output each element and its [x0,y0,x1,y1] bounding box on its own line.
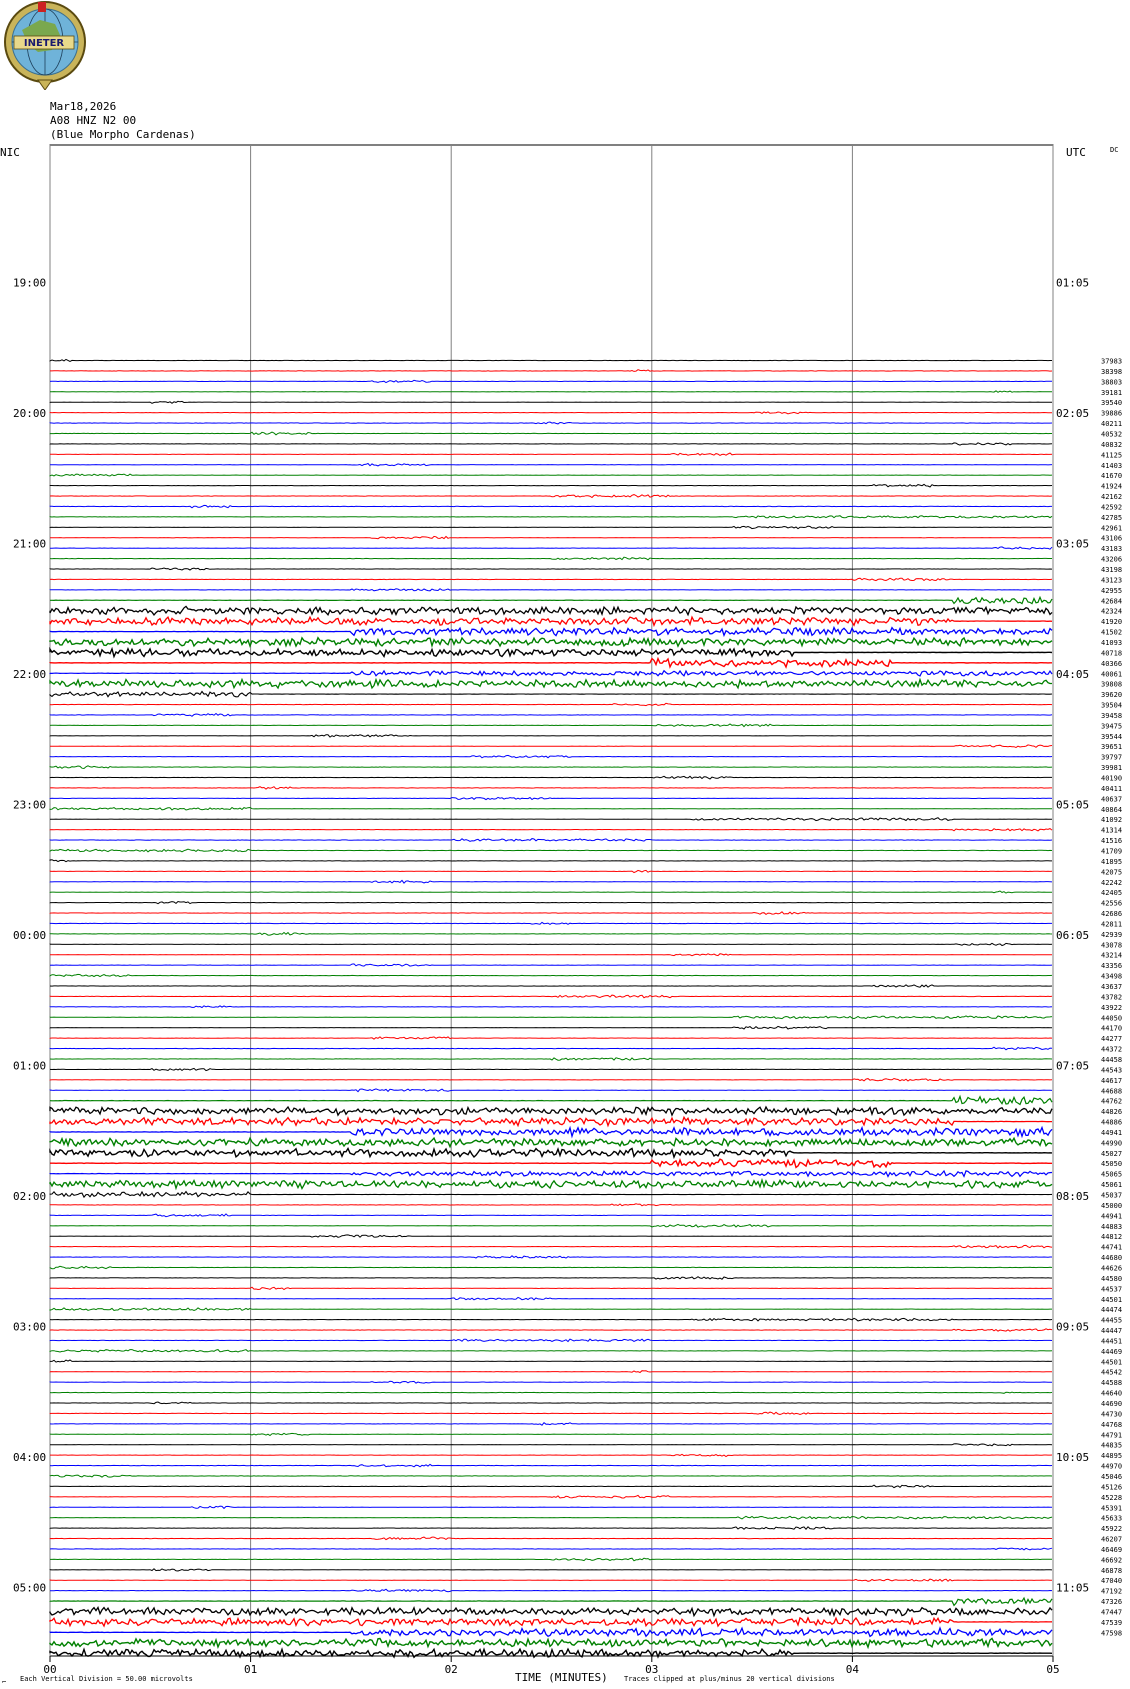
seismic-trace [50,1423,1052,1426]
right-hour-label: 11:05 [1056,1581,1090,1595]
dc-offset-label: 44277 [1101,1035,1123,1044]
dc-offset-label: 42684 [1101,597,1123,606]
scale-note: Each Vertical Division = 50.00 microvolts [20,1675,193,1683]
seismic-trace [50,1287,1052,1289]
seismic-trace [50,380,1052,382]
dc-offset-label: 42811 [1101,920,1123,929]
x-tick-label: 01 [243,1663,258,1676]
x-tick-label: 04 [845,1663,860,1676]
dc-offset-label: 45050 [1101,1160,1123,1169]
x-tick-label: 05 [1046,1663,1060,1676]
seismic-trace [50,1371,1052,1373]
seismic-trace [50,680,1052,689]
seismic-trace [50,1058,1052,1060]
dc-offset-label: 38398 [1101,367,1123,376]
dc-offset-label: 43198 [1101,566,1123,574]
seismic-trace [50,443,1052,445]
dc-offset-label: 42686 [1101,910,1123,919]
seismic-trace [50,714,1052,717]
seismic-trace [50,505,1052,507]
dc-offset-label: 39540 [1101,399,1123,408]
dc-offset-label: 45126 [1101,1483,1123,1492]
seismic-trace [50,1224,1052,1227]
dc-offset-label: 44458 [1101,1055,1123,1064]
dc-offset-label: 41125 [1101,451,1123,460]
dc-offset-label: 47192 [1101,1587,1123,1596]
dc-offset-label: 40366 [1101,659,1123,668]
dc-offset-label: 40211 [1101,420,1123,429]
seismic-trace [50,1569,1052,1571]
right-hour-label: 09:05 [1056,1320,1090,1334]
seismic-trace [50,912,1052,915]
right-hour-label: 04:05 [1056,668,1090,682]
seismic-trace [50,1350,1052,1352]
seismic-trace [50,1138,1052,1147]
dc-offset-label: 41403 [1101,461,1123,470]
seismic-trace [50,1579,1052,1581]
seismic-trace [50,1618,1052,1626]
dc-offset-label: 47326 [1101,1598,1123,1607]
dc-offset-label: 39620 [1101,691,1123,700]
seismic-trace [50,724,1052,727]
seismic-trace [50,943,1052,945]
seismic-trace [50,1412,1052,1414]
dc-offset-label: 47447 [1101,1608,1123,1617]
seismic-trace [50,1381,1052,1383]
seismic-trace [50,974,1052,976]
right-hour-label: 03:05 [1056,537,1090,551]
dc-offset-label: 40718 [1101,649,1123,658]
dc-offset-label: 39886 [1101,409,1123,418]
x-tick-label: 03 [645,1663,659,1676]
dc-offset-label: 37983 [1101,357,1123,366]
seismic-trace [50,870,1052,872]
dc-offset-label: 40864 [1101,805,1123,814]
dc-offset-label: 44617 [1101,1076,1123,1085]
seismic-trace [50,1548,1052,1550]
seismic-trace [50,412,1052,414]
seismic-trace [50,1006,1052,1008]
dc-offset-label: 42242 [1101,878,1123,887]
dc-offset-label: 39808 [1101,680,1123,689]
seismic-trace [50,401,1052,403]
seismic-trace [50,1485,1052,1488]
dc-header-label: DC [1110,146,1119,154]
dc-offset-label: 38803 [1101,378,1123,387]
seismic-trace [50,638,1052,646]
seismic-trace [50,1339,1052,1341]
dc-offset-label: 43782 [1101,993,1123,1002]
dc-offset-label: 44542 [1101,1368,1123,1377]
dc-offset-label: 44170 [1101,1024,1123,1033]
seismic-trace [50,1235,1052,1237]
seismic-trace [50,1537,1052,1540]
dc-offset-label: 43106 [1101,534,1123,543]
dc-offset-label: 42405 [1101,889,1123,898]
seismic-trace [50,464,1052,466]
seismic-trace [50,1598,1052,1605]
dc-offset-label: 44990 [1101,1139,1123,1148]
seismic-trace [50,1037,1052,1039]
dc-offset-label: 42939 [1101,930,1123,939]
dc-offset-label: 47539 [1101,1618,1123,1627]
dc-offset-label: 43637 [1101,983,1123,991]
dc-offset-label: 44501 [1101,1295,1123,1304]
seismic-trace [50,1149,1052,1158]
dc-offset-label: 40411 [1101,784,1123,793]
dc-offset-label: 44455 [1101,1316,1123,1325]
seismic-trace [50,1360,1052,1362]
seismic-trace [50,1608,1052,1616]
clip-note: Traces clipped at plus/minus 20 vertical divisions [624,1675,835,1683]
dc-offset-label: 40061 [1101,670,1123,679]
seismic-trace [50,1318,1052,1321]
dc-offset-label: 42955 [1101,586,1123,595]
seismic-trace [50,1329,1052,1331]
seismic-trace [50,933,1052,936]
seismic-trace [50,557,1052,560]
dc-offset-label: 42592 [1101,503,1123,512]
seismic-trace [50,606,1052,615]
dc-offset-label: 44688 [1101,1087,1123,1096]
dc-offset-label: 44941 [1101,1128,1123,1137]
seismic-trace [50,474,1052,476]
dc-offset-label: 45000 [1101,1201,1123,1210]
dc-offset-label: 47040 [1101,1577,1123,1586]
dc-offset-label: 44680 [1101,1254,1123,1263]
dc-offset-label: 44588 [1101,1379,1123,1388]
corner-mark: ⌐ [2,1678,7,1686]
trace-rows [50,359,1052,1657]
dc-offset-label: 44626 [1101,1264,1123,1273]
dc-offset-label: 44895 [1101,1452,1123,1461]
seismic-trace [50,1475,1052,1477]
dc-offset-label: 39181 [1101,388,1123,397]
seismic-trace [50,1047,1052,1050]
dc-offset-label: 43123 [1101,576,1123,585]
dc-offset-label: 44543 [1101,1066,1123,1075]
right-hour-label: 07:05 [1056,1059,1090,1073]
left-hour-label: 20:00 [13,407,47,421]
seismic-trace [50,692,1052,697]
seismic-trace [50,649,1052,657]
dc-offset-label: 44474 [1101,1306,1123,1315]
seismic-trace [50,891,1052,893]
dc-offset-label: 42324 [1101,607,1123,616]
right-hour-label: 05:05 [1056,798,1090,812]
dc-offset-label: 42961 [1101,524,1123,533]
dc-offset-label: 46878 [1101,1566,1123,1575]
dc-offset-label: 44447 [1101,1327,1123,1336]
seismic-trace [50,1256,1052,1258]
left-hour-label: 02:00 [13,1190,47,1204]
dc-offset-label: 44451 [1101,1337,1123,1346]
dc-offset-label: 43078 [1101,941,1123,950]
seismic-trace [50,671,1052,676]
station-label: A08 HNZ N2 00 [50,114,137,127]
dc-offset-label: 44730 [1101,1410,1123,1419]
seismic-trace [50,1392,1052,1393]
dc-offset-label: 42556 [1101,899,1123,908]
left-hour-label: 01:00 [13,1059,47,1073]
dc-offset-label: 45061 [1101,1181,1123,1190]
seismic-trace [50,766,1052,769]
dc-offset-label: 40637 [1101,795,1123,804]
right-hour-label: 01:05 [1056,276,1090,290]
seismic-trace [50,1308,1052,1311]
seismic-trace [50,1107,1052,1115]
seismic-trace [50,1180,1052,1188]
seismic-trace [50,659,1052,667]
seismic-trace [50,516,1052,518]
seismic-trace [50,1589,1052,1592]
seismic-trace [50,495,1052,498]
seismic-trace [50,1117,1052,1125]
seismic-trace [50,849,1052,852]
dc-offset-label: 39651 [1101,743,1123,752]
dc-offset-label: 43498 [1101,972,1123,981]
seismic-trace [50,745,1052,748]
seismic-trace [50,1433,1052,1435]
seismic-trace [50,628,1052,636]
seismic-trace [50,484,1052,487]
dc-offset-label: 46207 [1101,1535,1123,1544]
seismic-trace [50,1628,1052,1636]
seismic-trace [50,1638,1052,1647]
left-hour-label: 04:00 [13,1451,47,1465]
right-hour-label: 06:05 [1056,929,1090,943]
dc-offset-label: 44372 [1101,1045,1123,1054]
dc-offset-label: 46469 [1101,1545,1123,1554]
seismic-trace [50,703,1052,705]
dc-offset-label: 40532 [1101,430,1123,439]
dc-offset-label: 44640 [1101,1389,1123,1398]
x-axis-title: TIME (MINUTES) [515,1671,608,1684]
dc-offset-label: 43214 [1101,951,1123,960]
seismic-trace [50,808,1052,811]
dc-offset-label: 45391 [1101,1504,1123,1513]
seismic-trace [50,526,1052,529]
dc-offset-label: 44469 [1101,1347,1123,1356]
seismic-trace [50,1079,1052,1082]
dc-offset-label: 45065 [1101,1170,1123,1179]
seismic-trace [50,829,1052,831]
left-hour-label: 00:00 [13,929,47,943]
dc-offset-label: 44690 [1101,1400,1123,1408]
left-hour-label: 05:00 [13,1581,47,1595]
seismic-trace [50,1444,1052,1446]
seismic-trace [50,1171,1052,1177]
dc-offset-label: 44768 [1101,1420,1123,1429]
seismic-trace [50,1454,1052,1456]
seismic-trace [50,964,1052,966]
dc-offset-label: 41895 [1101,857,1123,866]
dc-offset-label: 43356 [1101,962,1123,971]
seismic-trace [50,776,1052,779]
seismic-trace [50,547,1052,549]
left-hour-label: 21:00 [13,537,47,551]
dc-offset-label: 39981 [1101,764,1123,773]
dc-offset-label: 44741 [1101,1243,1123,1252]
dc-offset-label: 47598 [1101,1629,1123,1638]
right-hour-label: 02:05 [1056,407,1090,421]
dc-offset-label: 40190 [1101,774,1123,783]
dc-offset-label: 41502 [1101,628,1123,637]
dc-offset-label: 39544 [1101,732,1123,741]
seismic-trace [50,1068,1052,1070]
seismic-trace [50,1464,1052,1466]
x-tick-label: 02 [444,1663,458,1676]
seismic-trace [50,839,1052,842]
seismic-trace [50,818,1052,821]
right-hour-label: 08:05 [1056,1190,1090,1204]
dc-offset-label: 43206 [1101,555,1123,564]
dc-offset-label: 44835 [1101,1441,1123,1450]
dc-offset-label: 44580 [1101,1274,1123,1283]
seismic-trace [50,1016,1052,1019]
dc-offset-label: 44883 [1101,1222,1123,1231]
dc-offset-label: 44791 [1101,1431,1123,1440]
seismic-trace [50,1214,1052,1217]
seismic-trace [50,1558,1052,1561]
left-hour-label: 23:00 [13,798,47,812]
dc-offset-label: 41092 [1101,816,1123,825]
date-label: Mar18,2026 [50,100,117,113]
dc-offset-label: 45228 [1101,1493,1123,1502]
seismic-trace [50,1277,1052,1280]
right-hour-label: 10:05 [1056,1451,1090,1465]
dc-offset-label: 41670 [1101,472,1123,481]
dc-offset-label: 41924 [1101,482,1123,491]
dc-offset-label: 44501 [1101,1358,1123,1367]
svg-text:INETER: INETER [23,38,65,49]
seismic-trace [50,453,1052,455]
dc-offset-label: 45046 [1101,1472,1123,1481]
seismic-trace [50,1516,1052,1519]
seismic-trace [50,422,1052,424]
seismic-trace [50,954,1052,956]
seismic-trace [50,1527,1052,1529]
seismic-trace [50,597,1052,603]
site-label: (Blue Morpho Cardenas) [50,128,196,141]
seismic-trace [50,1297,1052,1299]
left-timezone-label: NIC [0,146,20,159]
dc-offset-label: 44537 [1101,1285,1123,1294]
dc-offset-label: 44812 [1101,1233,1123,1242]
x-tick-label: 00 [43,1663,57,1676]
seismic-trace [50,1266,1052,1268]
seismic-trace [50,1089,1052,1092]
seismic-trace [50,922,1052,924]
dc-offset-label: 45922 [1101,1525,1123,1534]
dc-offset-label: 42075 [1101,868,1123,877]
dc-offset-label: 41093 [1101,638,1123,647]
seismic-trace [50,359,1052,361]
seismic-trace [50,589,1052,591]
dc-offset-label: 43183 [1101,545,1123,554]
seismic-trace [50,1402,1052,1404]
dc-offset-label: 44826 [1101,1108,1123,1117]
seismic-trace [50,370,1052,372]
dc-offset-label: 41709 [1101,847,1123,856]
dc-offset-label: 41920 [1101,618,1123,627]
dc-offset-label: 39797 [1101,753,1123,762]
dc-offset-label: 42162 [1101,493,1123,502]
seismic-trace [50,1204,1052,1206]
seismic-trace [50,1506,1052,1508]
seismic-trace [50,1192,1052,1198]
seismic-trace [50,391,1052,392]
seismic-trace [50,1026,1052,1029]
dc-offset-label: 44886 [1101,1118,1123,1127]
dc-offset-label: 39504 [1101,701,1123,710]
seismic-trace [50,860,1052,862]
dc-offset-label: 43922 [1101,1003,1123,1012]
seismic-trace [50,578,1052,580]
seismic-trace [50,755,1052,757]
seismic-trace [50,536,1052,538]
dc-offset-label: 41314 [1101,826,1123,835]
left-hour-label: 03:00 [13,1320,47,1334]
dc-offset-label: 39458 [1101,711,1123,720]
seismic-trace [50,880,1052,883]
left-hour-label: 19:00 [13,276,47,290]
dc-offset-label: 45633 [1101,1514,1123,1523]
seismic-trace [50,787,1052,789]
seismic-trace [50,568,1052,570]
seismic-trace [50,902,1052,904]
left-hour-label: 22:00 [13,668,47,682]
plot-frame [50,145,1053,1656]
seismic-trace [50,1097,1052,1105]
dc-offset-label: 44941 [1101,1212,1123,1221]
seismic-trace [50,735,1052,737]
right-timezone-label: UTC [1066,146,1086,159]
seismic-trace [50,432,1052,435]
dc-offset-label: 41516 [1101,837,1123,846]
dc-offset-label: 44762 [1101,1097,1123,1106]
seismic-trace [50,797,1052,799]
dc-offset-label: 42785 [1101,513,1123,522]
seismic-trace [50,985,1052,987]
dc-offset-label: 40832 [1101,440,1123,449]
dc-offset-label: 44050 [1101,1014,1123,1023]
seismic-trace [50,995,1052,998]
seismic-trace [50,1128,1052,1137]
seismic-trace [50,1495,1052,1498]
seismic-trace [50,1245,1052,1248]
dc-offset-label: 39475 [1101,722,1123,731]
dc-offset-label: 46692 [1101,1556,1123,1565]
seismic-trace [50,1159,1052,1167]
seismic-trace [50,617,1052,625]
dc-offset-label: 44970 [1101,1462,1123,1471]
dc-offset-label: 45037 [1101,1191,1123,1200]
dc-offset-label: 45027 [1101,1149,1123,1158]
